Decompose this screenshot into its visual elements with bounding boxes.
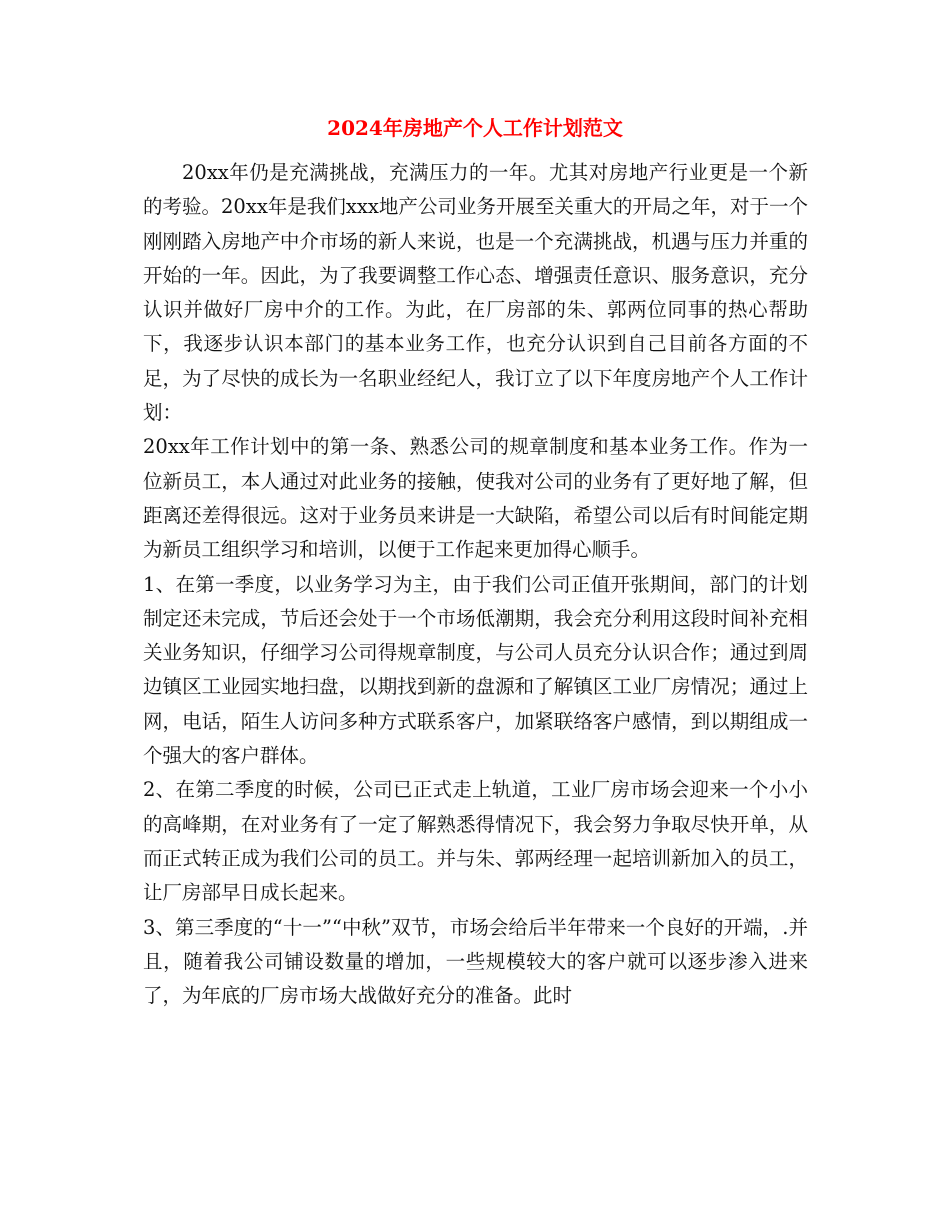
document-body <box>143 156 808 1013</box>
paragraph-quarter-1: 1、在第一季度，以业务学习为主，由于我们公司正值开张期间，部门的计划制定还未完成，节后还会处于一个市场低潮期，我会充分利用这段时间补充相关业务知识，仔细学习公司得规章制度，与公司人员充分认识合作；通过到周边镇区工业园实地扫盘，以期找到新的盘源和了解镇区工业厂房情况；通过上网，电话，陌生人访问多种方式联系客户，加紧联络客户感情，到以期组成一个强大的客户群体。 <box>143 572 808 768</box>
paragraph-plan-item-first: 20xx年工作计划中的第一条、熟悉公司的规章制度和基本业务工作。作为一位新员工，本人通过对此业务的接触，使我对公司的业务有了更好地了解，但距离还差得很远。这对于业务员来讲是一大缺陷，希望公司以后有时间能定期为新员工组织学习和培训，以便于工作起来更加得心顺手。 <box>143 435 808 562</box>
document-title: 2024年房地产个人工作计划范文 <box>327 116 623 140</box>
paragraph-intro: 20xx年仍是充满挑战，充满压力的一年。尤其对房地产行业更是一个新的考验。20xx年是我们xxx地产公司业务开展至关重大的开局之年，对于一个刚刚踏入房地产中介市场的新人来说，也是一个充满挑战，机遇与压力并重的开始的一年。因此，为了我要调整工作心态、增强责任意识、服务意识，充分认识并做好厂房中介的工作。为此，在厂房部的朱、郭两位同事的热心帮助下，我逐步认识本部门的基本业务工作，也充分认识到自己目前各方面的不足，为了尽快的成长为一名职业经纪人，我订立了以下年度房地产个人工作计划： <box>143 161 808 425</box>
paragraph-quarter-3: 3、第三季度的“十一”“中秋”双节，市场会给后半年带来一个良好的开端，.并且，随着我公司铺设数量的增加，一些规模较大的客户就可以逐步渗入进来了，为年底的厂房市场大战做好充分的准备。此时 <box>143 915 808 1008</box>
paragraph-quarter-2: 2、在第二季度的时候，公司已正式走上轨道，工业厂房市场会迎来一个小小的高峰期，在对业务有了一定了解熟悉得情况下，我会努力争取尽快开单，从而正式转正成为我们公司的员工。并与朱、郭两经理一起培训新加入的员工，让厂房部早日成长起来。 <box>143 778 808 905</box>
